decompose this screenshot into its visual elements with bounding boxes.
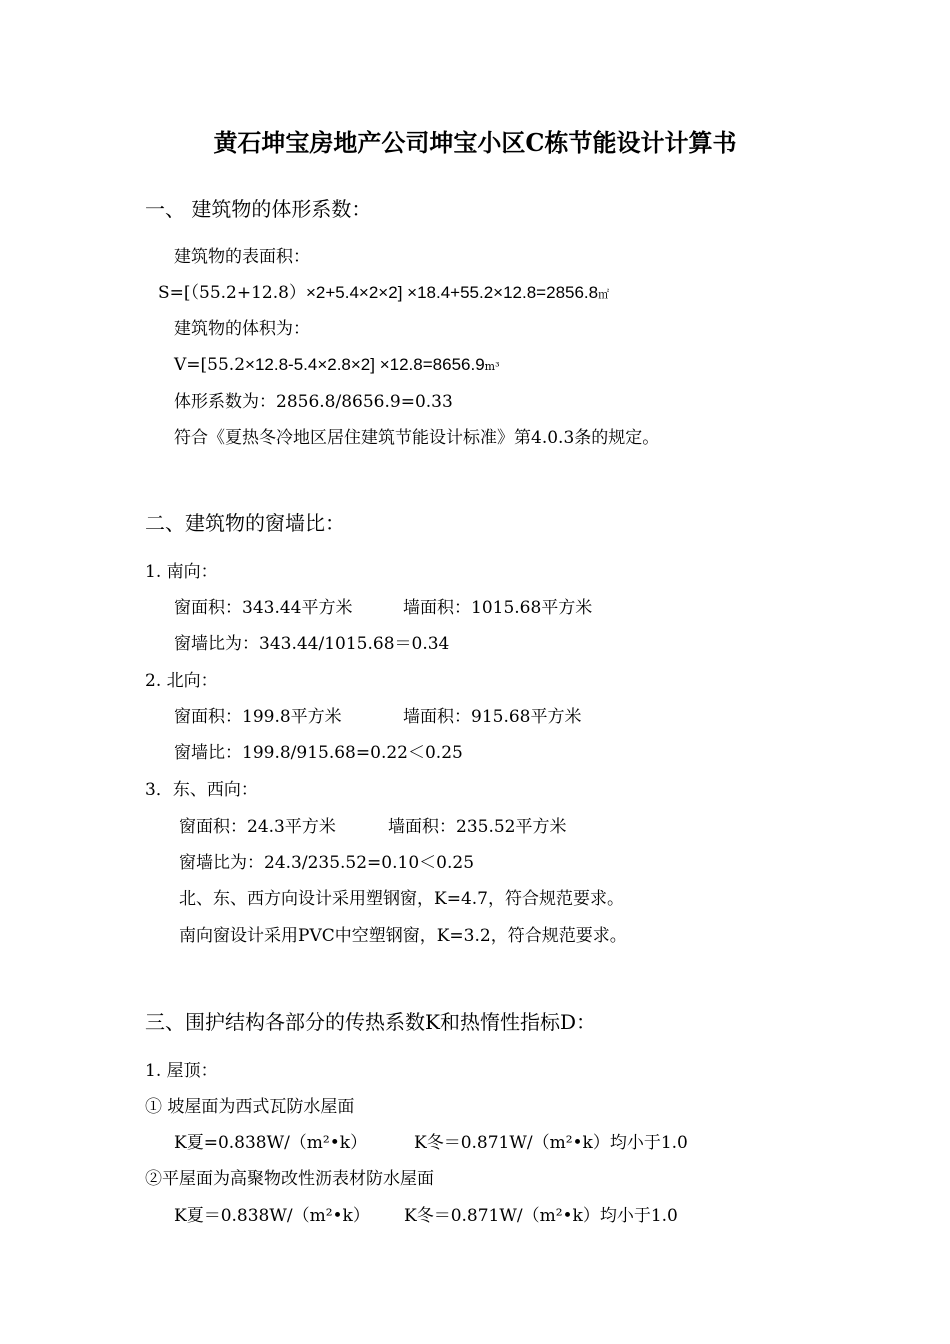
window-note-north-east-west: 北、东、西方向设计采用塑钢窗，K=4.7，符合规范要求。 xyxy=(179,889,624,909)
volume-formula-part-a: V=[55.2 xyxy=(174,355,246,375)
eastwest-ratio: 窗墙比为：24.3/235.52=0.10＜0.25 xyxy=(179,853,475,873)
section2-heading: 二、建筑物的窗墙比： xyxy=(145,511,345,535)
north-ratio: 窗墙比：199.8/915.68=0.22＜0.25 xyxy=(174,743,463,763)
volume-formula xyxy=(174,354,500,378)
volume-label: 建筑物的体积为： xyxy=(174,319,310,339)
surface-area-formula xyxy=(158,282,609,306)
north-wall-area: 墙面积：915.68平方米 xyxy=(403,707,582,727)
north-title: 2. 北向： xyxy=(145,671,218,691)
window-note-south: 南向窗设计采用PVC中空塑钢窗，K=3.2，符合规范要求。 xyxy=(179,926,627,946)
roof1-title: ① 坡屋面为西式瓦防水屋面 xyxy=(145,1097,355,1117)
volume-formula-part-b: ×12.8-5.4×2.8×2] ×12.8=8656.9 xyxy=(245,355,485,374)
volume-unit: m³ xyxy=(484,360,500,373)
roof1-k-summer: K夏=0.838W/（m²•k） xyxy=(174,1133,368,1153)
roof2-k-winter: K冬＝0.871W/（m²•k）均小于1.0 xyxy=(404,1206,678,1226)
roof2-title: ②平屋面为高聚物改性沥表材防水屋面 xyxy=(145,1169,434,1189)
south-ratio: 窗墙比为：343.44/1015.68＝0.34 xyxy=(174,634,450,654)
roof1-k-winter: K冬＝0.871W/（m²•k）均小于1.0 xyxy=(414,1133,688,1153)
north-window-area: 窗面积：199.8平方米 xyxy=(174,707,342,727)
surface-unit: ㎡ xyxy=(598,288,610,301)
shape-coefficient: 体形系数为：2856.8/8656.9=0.33 xyxy=(174,392,453,412)
section3-heading: 三、围护结构各部分的传热系数K和热惰性指标D： xyxy=(145,1010,596,1034)
surface-formula-part-a: S=[（55.2+12.8） xyxy=(158,283,306,303)
eastwest-window-area: 窗面积：24.3平方米 xyxy=(179,817,336,837)
conformity-statement: 符合《夏热冬冷地区居住建筑节能设计标准》第4.0.3条的规定。 xyxy=(174,428,660,448)
page-title: 黄石坤宝房地产公司坤宝小区C栋节能设计计算书 xyxy=(213,128,737,157)
south-window-area: 窗面积：343.44平方米 xyxy=(174,598,353,618)
south-title: 1. 南向： xyxy=(145,562,218,582)
eastwest-wall-area: 墙面积：235.52平方米 xyxy=(388,817,567,837)
roof-title: 1. 屋顶： xyxy=(145,1061,218,1081)
south-wall-area: 墙面积：1015.68平方米 xyxy=(403,598,593,618)
surface-area-label: 建筑物的表面积： xyxy=(174,247,310,267)
roof2-k-summer: K夏＝0.838W/（m²•k） xyxy=(174,1206,370,1226)
eastwest-title: 3．东、西向： xyxy=(145,780,258,800)
section1-heading: 一、 建筑物的体形系数： xyxy=(145,197,372,221)
surface-formula-part-b: ×2+5.4×2×2] ×18.4+55.2×12.8=2856.8 xyxy=(305,283,599,302)
